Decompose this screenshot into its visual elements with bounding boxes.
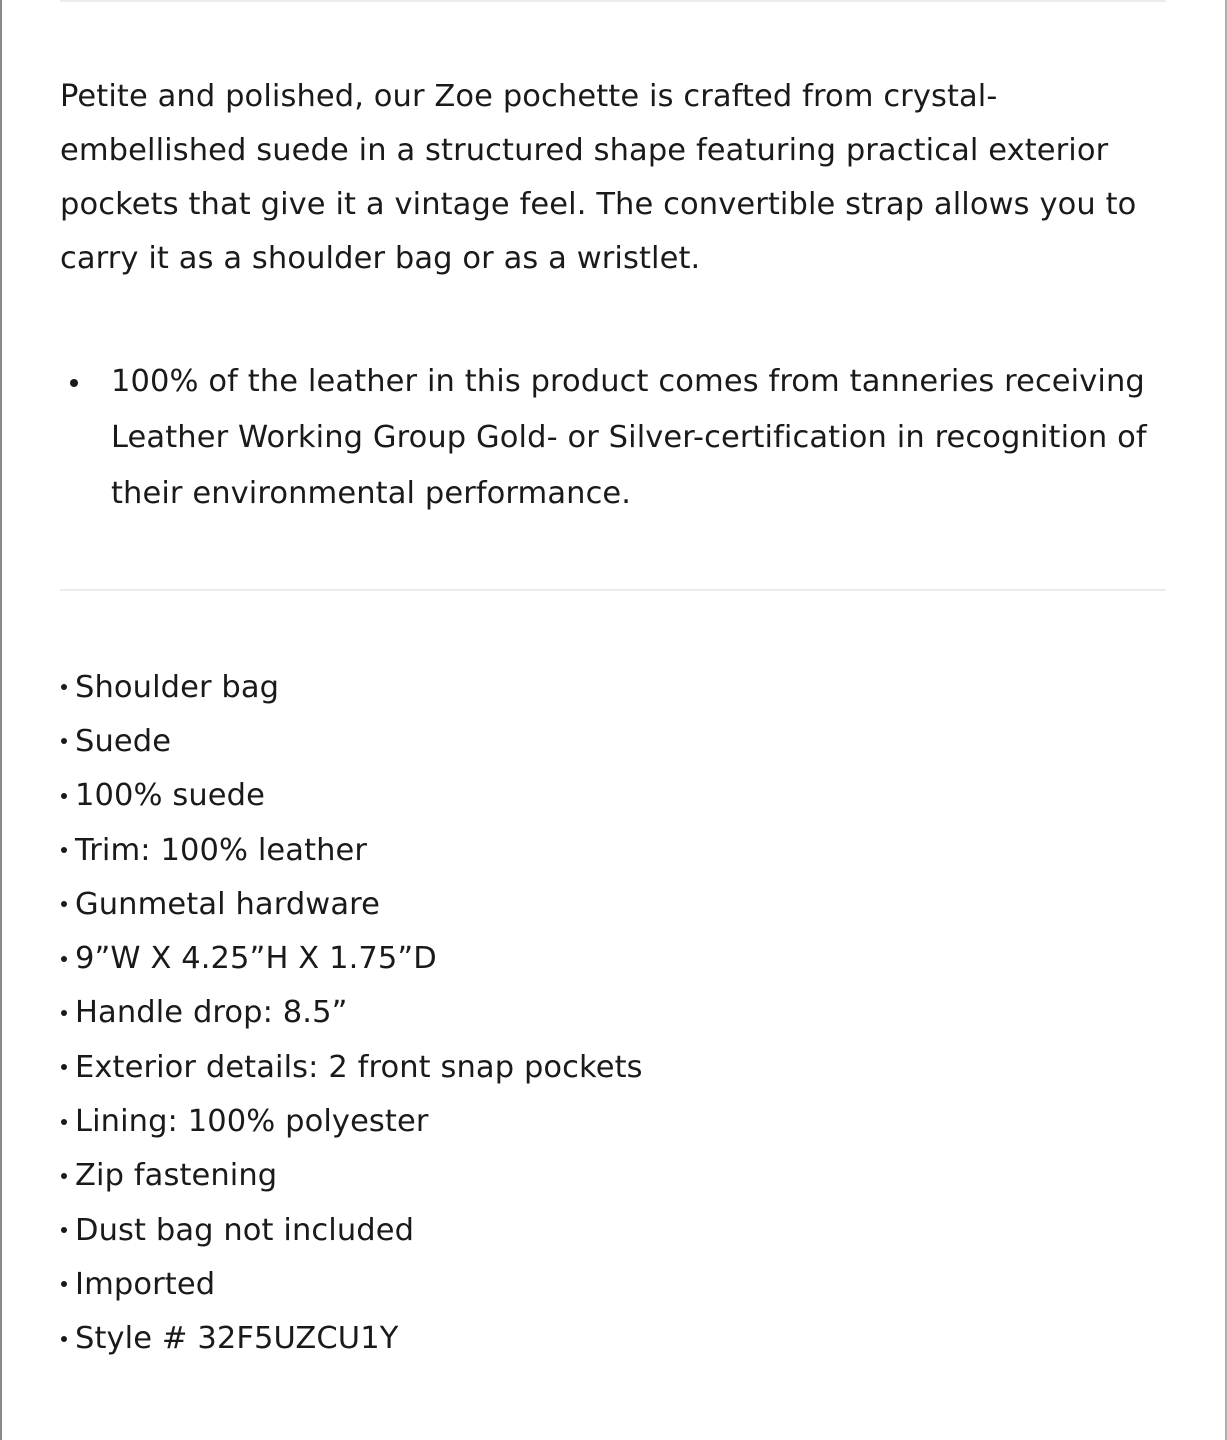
top-divider: [60, 0, 1166, 2]
detail-text: 100% suede: [75, 778, 266, 814]
detail-text: Handle drop: 8.5”: [75, 995, 348, 1031]
bullet-icon: [61, 847, 67, 853]
bullet-icon: [61, 684, 67, 690]
detail-item: [58, 1040, 643, 1094]
bullet-icon: [61, 1064, 67, 1070]
detail-item: [58, 660, 643, 714]
bullet-icon: [61, 1281, 67, 1287]
bullet-icon: [61, 1010, 67, 1016]
sustainability-list: [60, 354, 1170, 522]
detail-text: Imported: [75, 1266, 216, 1302]
detail-text: Lining: 100% polyester: [75, 1104, 429, 1140]
detail-text: Dust bag not included: [75, 1212, 415, 1248]
detail-item: [58, 769, 643, 823]
section-divider: [60, 589, 1166, 591]
detail-item: [58, 1149, 643, 1203]
detail-text: Shoulder bag: [75, 669, 280, 705]
product-description: Petite and polished, our Zoe pochette is crafted from crystal-embellished suede in a structured shape featuring practical exterior pockets that give it a vintage feel. The convertible strap allows you to carry it as a shoulder bag or as a wristlet.: [60, 79, 1137, 276]
sustainability-item: [60, 354, 1170, 522]
page-frame-left: [0, 0, 2, 1440]
bullet-icon: [61, 793, 67, 799]
detail-text: Exterior details: 2 front snap pockets: [75, 1049, 643, 1085]
bullet-icon: [61, 1119, 67, 1125]
sustainability-text: 100% of the leather in this product comes from tanneries receiving Leather Working Group Gold- or Silver-certification in recognition of their environmental performance.: [111, 364, 1147, 511]
bullet-icon: [61, 901, 67, 907]
detail-text: Style # 32F5UZCU1Y: [75, 1321, 399, 1357]
detail-item: [58, 931, 643, 985]
detail-text: Trim: 100% leather: [75, 832, 368, 868]
detail-item: [58, 877, 643, 931]
bullet-icon: [61, 1336, 67, 1342]
bullet-icon: [61, 738, 67, 744]
detail-text: Gunmetal hardware: [75, 886, 380, 922]
detail-text: Zip fastening: [75, 1158, 278, 1194]
product-details-list: [58, 660, 643, 1366]
detail-item: [58, 1094, 643, 1148]
bullet-icon: [70, 379, 78, 387]
detail-item: [58, 1257, 643, 1311]
bullet-icon: [61, 1227, 67, 1233]
bullet-icon: [61, 1173, 67, 1179]
detail-item: [58, 823, 643, 877]
detail-item: [58, 986, 643, 1040]
detail-item: [58, 1312, 643, 1366]
detail-text: 9”W X 4.25”H X 1.75”D: [75, 941, 437, 977]
detail-text: Suede: [75, 723, 172, 759]
detail-item: [58, 1203, 643, 1257]
bullet-icon: [61, 956, 67, 962]
detail-item: [58, 714, 643, 768]
